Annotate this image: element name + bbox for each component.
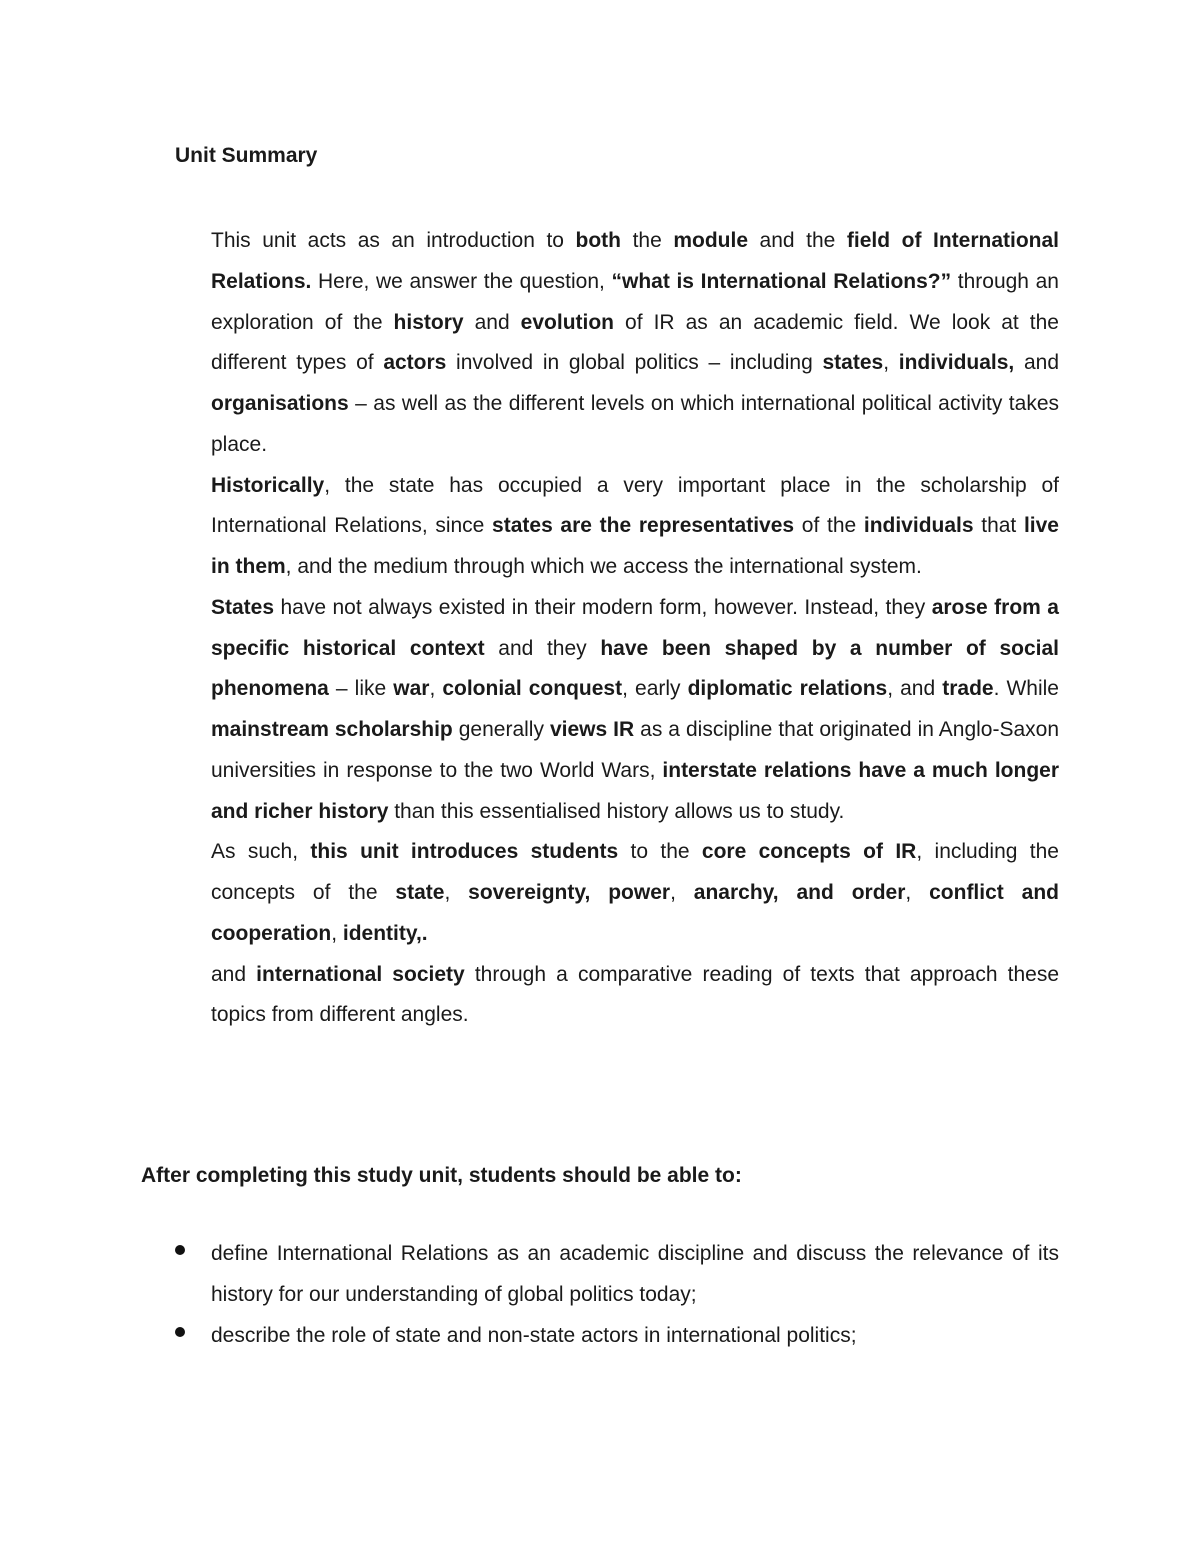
bold-run: have been shaped by a number of social phenomena bbox=[211, 636, 1059, 701]
outcomes-heading: After completing this study unit, students should be able to: bbox=[141, 1164, 742, 1187]
outcome-item bbox=[175, 1234, 1059, 1316]
bold-run: this unit introduces students bbox=[310, 840, 619, 864]
unit-summary-heading: Unit Summary bbox=[175, 144, 318, 167]
bold-run: core concepts of IR bbox=[701, 840, 917, 864]
summary-text: and international society through a comparative reading of texts that approach these topics from different angles. bbox=[211, 962, 1060, 1027]
bullet-dot-icon bbox=[175, 1327, 185, 1337]
bullet-dot-icon bbox=[175, 1245, 185, 1255]
summary-item bbox=[175, 955, 1059, 1037]
bold-run: colonial conquest bbox=[442, 677, 623, 701]
bold-run: module bbox=[673, 229, 748, 252]
summary-item bbox=[175, 466, 1059, 588]
summary-item bbox=[175, 221, 1059, 466]
bold-run: history bbox=[393, 310, 464, 334]
bold-run: states bbox=[822, 351, 884, 375]
bold-run: States bbox=[211, 595, 275, 619]
bold-run: sovereignty, power bbox=[468, 881, 671, 904]
summary-text: States have not always existed in their modern form, however. Instead, they arose from a specific historical context and they have been shaped by a number of social phenomena – like war, colonial conquest, early diplomatic relations, and trade. While mainstream scholarship generally views IR as a discipline that originated in Anglo-Saxon universities in response to the two World Wars, interstate relations have a much longer and richer history than this essentialised history allows us to study. bbox=[211, 595, 1060, 823]
outcome-text: describe the role of state and non-state actors in international politics; bbox=[211, 1323, 857, 1347]
summary-item bbox=[175, 588, 1059, 833]
bold-run: arose from a specific historical context bbox=[211, 595, 1059, 660]
bold-run: field of International Relations. bbox=[211, 229, 1059, 293]
bold-run: individuals, bbox=[898, 351, 1015, 375]
bold-run: identity,. bbox=[342, 921, 428, 945]
bold-run: anarchy, and order bbox=[693, 881, 906, 904]
bold-run: actors bbox=[383, 351, 447, 375]
bold-run: state bbox=[395, 881, 445, 904]
outcome-item bbox=[175, 1316, 1059, 1357]
outcome-text: define International Relations as an academic discipline and discuss the relevance of its history for our understanding of global politics today; bbox=[211, 1242, 1059, 1306]
summary-item bbox=[175, 832, 1059, 954]
bold-run: conflict and cooperation bbox=[211, 881, 1059, 945]
bold-run: war bbox=[393, 677, 430, 701]
bold-run: states are the representatives bbox=[492, 514, 795, 538]
bold-run: international society bbox=[256, 962, 465, 986]
summary-text: Historically, the state has occupied a very important place in the scholarship of International Relations, since states are the representatives of the individuals that live in them, and the medium through which we access the international system. bbox=[211, 473, 1059, 578]
summary-text: As such, this unit introduces students to the core concepts of IR, including the concepts of the state, sovereignty, power, anarchy, and order, conflict and cooperation, identity,. bbox=[211, 840, 1059, 945]
summary-text: This unit acts as an introduction to both the module and the field of International Relations. Here, we answer the question, “what is International Relations?” through an exploration of the history and evolution of IR as an academic field. We look at the different types of actors involved in global politics – including states, individuals, and organisations – as well as the different levels on which international political activity takes place. bbox=[211, 229, 1060, 456]
bold-run: evolution bbox=[520, 310, 615, 334]
summary-list bbox=[175, 221, 1059, 1036]
bold-run: individuals bbox=[863, 514, 974, 538]
bold-run: organisations bbox=[211, 392, 349, 415]
bold-run: live in them bbox=[211, 514, 1059, 578]
bold-run: both bbox=[575, 229, 622, 252]
bold-run: diplomatic relations bbox=[687, 677, 888, 701]
outcomes-list bbox=[175, 1234, 1059, 1356]
bold-run: interstate relations have a much longer and richer history bbox=[211, 758, 1060, 823]
bold-run: “what is International Relations?” bbox=[611, 269, 952, 293]
bold-run: trade bbox=[942, 677, 994, 701]
bold-run: Historically bbox=[211, 473, 325, 497]
bold-run: views IR bbox=[549, 718, 635, 741]
bold-run: mainstream scholarship bbox=[211, 718, 453, 741]
